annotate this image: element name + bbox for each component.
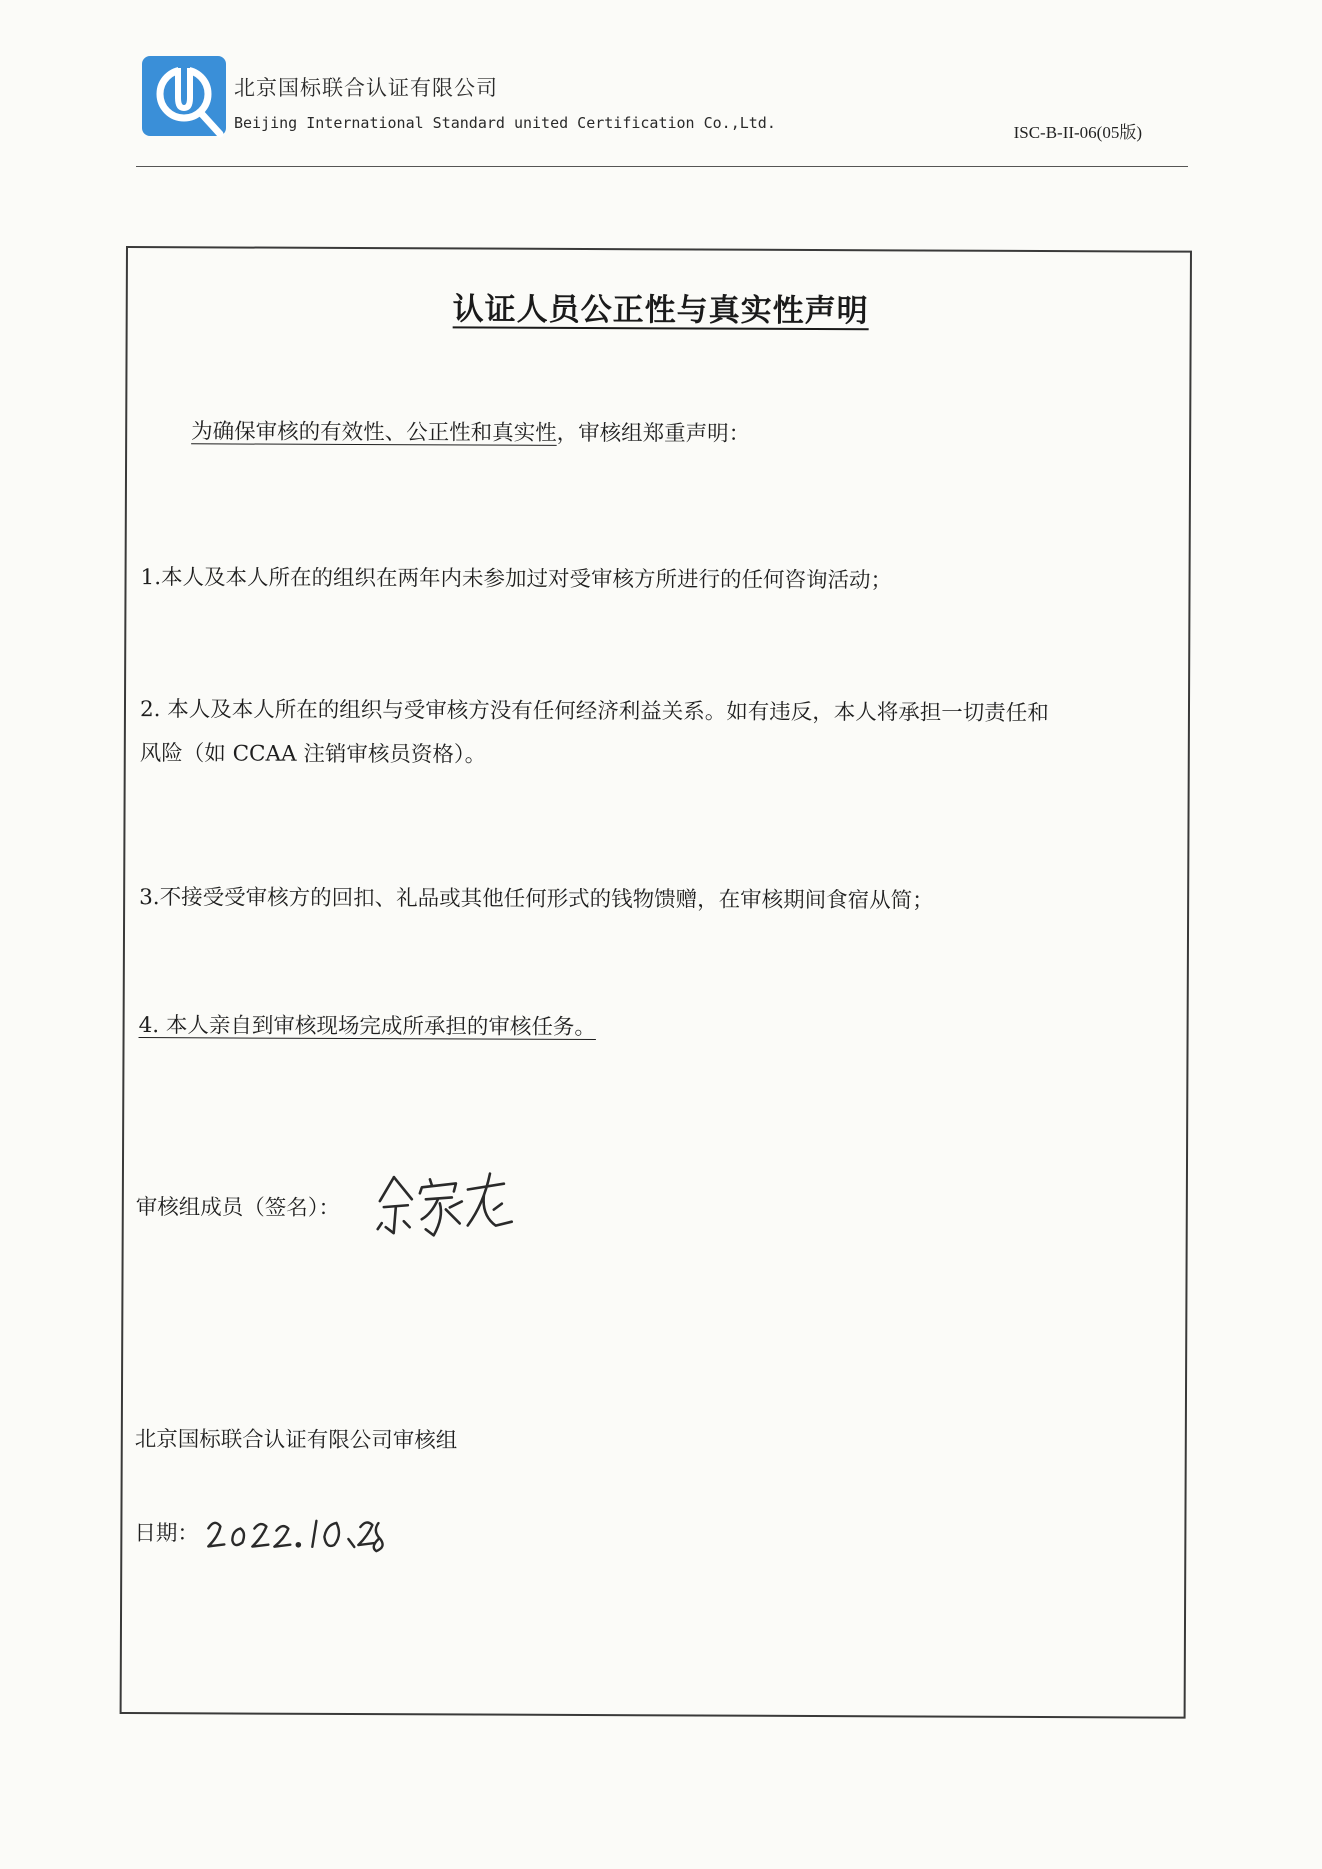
item-3: 3.不接受受审核方的回扣、礼品或其他任何形式的钱物馈赠，在审核期间食宿从简； [139,885,934,914]
handwritten-date [204,1510,384,1557]
declaration-frame [120,246,1192,1719]
handwritten-signature [372,1167,522,1244]
org-line: 北京国标联合认证有限公司审核组 [134,1427,458,1454]
intro-underlined: 为确保审核的有效性、公正性和真实性 [191,419,557,446]
intro-rest: ，审核组郑重声明： [556,420,751,447]
header-divider [136,166,1188,167]
signature-label: 审核组成员（签名）： [135,1195,341,1221]
company-name-en: Beijing International Standard united Certification Co.,Ltd. [234,114,776,132]
company-logo-icon [140,54,230,142]
document-title: 认证人员公正性与真实性声明 [452,291,869,330]
date-label: 日期： [134,1521,199,1547]
item-4: 4. 本人亲自到审核现场完成所承担的审核任务。 [138,1013,597,1041]
company-name-cn: 北京国标联合认证有限公司 [234,76,498,100]
item-2-line-2: 风险（如 CCAA 注销审核员资格）。 [139,741,487,768]
item-1: 1.本人及本人所在的组织在两年内未参加过对受审核方所进行的任何咨询活动； [140,565,893,594]
intro-line [191,414,750,447]
letterhead [0,0,1322,175]
form-code: ISC-B-II-06(05版) [1013,123,1142,142]
item-2-line-1: 2. 本人及本人所在的组织与受审核方没有任何经济利益关系。如有违反，本人将承担一切责任和 [139,697,1049,727]
